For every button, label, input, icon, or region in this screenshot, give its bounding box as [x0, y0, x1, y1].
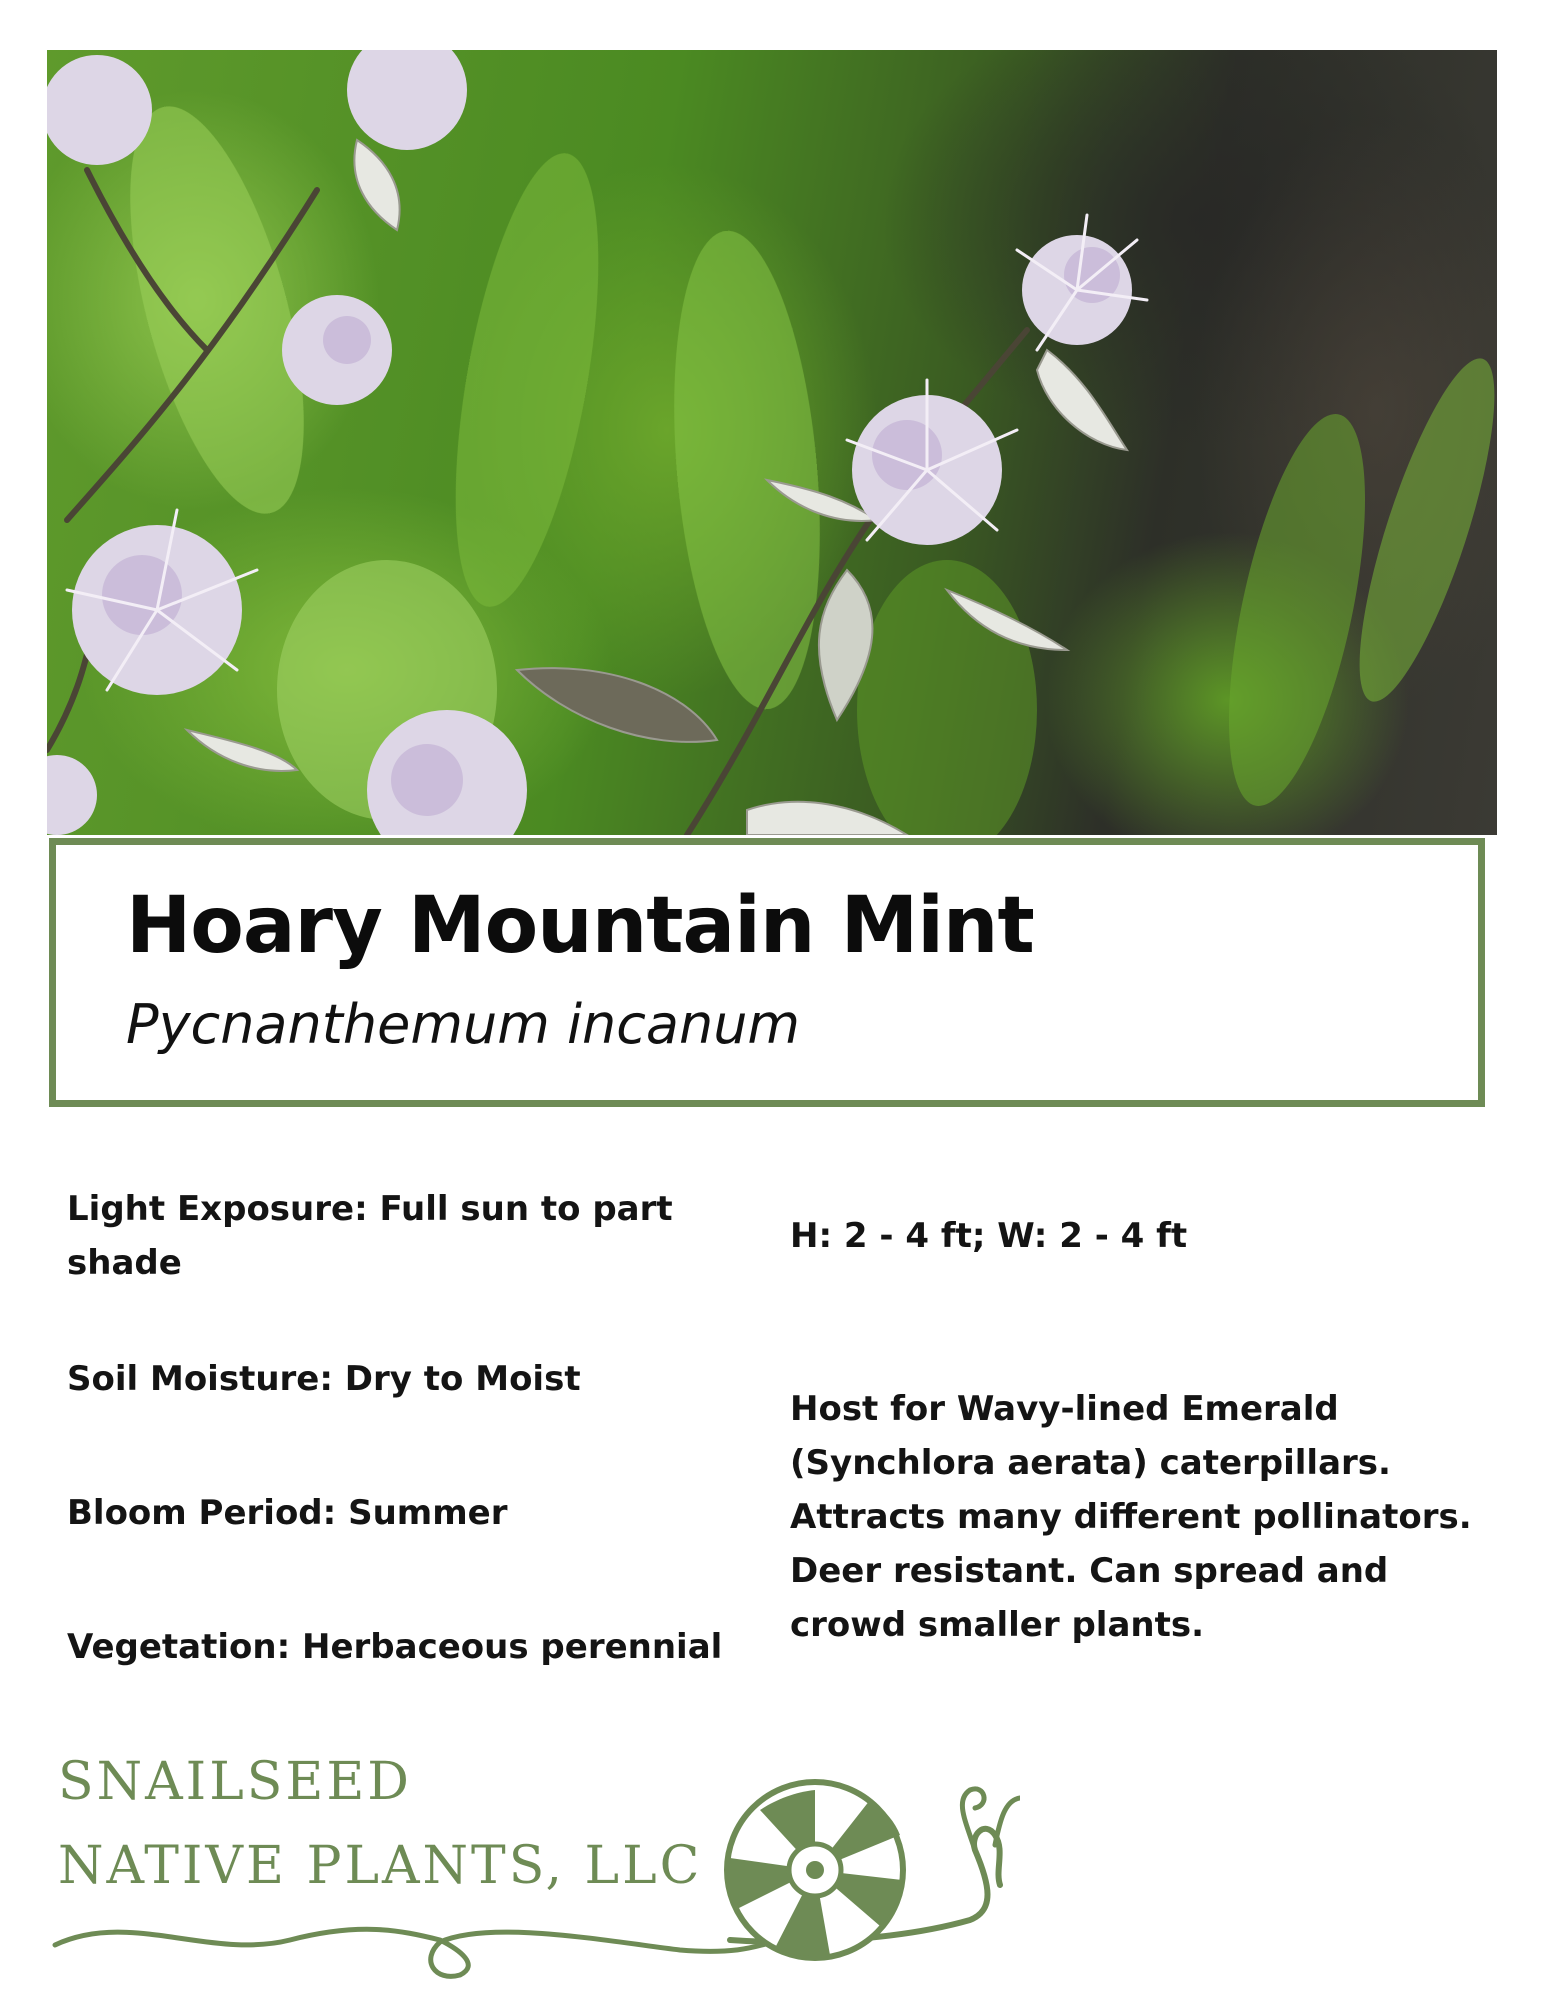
- plant-photo: [47, 50, 1497, 835]
- light-exposure: Light Exposure: Full sun to part shade: [67, 1189, 673, 1283]
- plant-common-name: Hoary Mountain Mint: [126, 881, 1034, 971]
- vegetation-type: Vegetation: Herbaceous perennial: [67, 1627, 723, 1667]
- soil-moisture: Soil Moisture: Dry to Moist: [67, 1359, 581, 1399]
- bloom-period: Bloom Period: Summer: [67, 1493, 508, 1533]
- plant-scientific-name: Pycnanthemum incanum: [126, 993, 801, 1056]
- brand-name-line1: SNAILSEED: [58, 1752, 412, 1812]
- plant-notes: Host for Wavy-lined Emerald (Synchlora aerata) caterpillars. Attracts many different pollinators. Deer resistant. Can spread and crowd smaller plants.: [790, 1389, 1472, 1645]
- title-box: [49, 838, 1485, 1107]
- snail-with-leaf-shell-icon: [40, 1750, 1020, 1980]
- brand-name-line2: NATIVE PLANTS, LLC: [58, 1836, 703, 1896]
- plant-size: H: 2 - 4 ft; W: 2 - 4 ft: [790, 1216, 1188, 1256]
- flower-illustration: [47, 50, 1497, 835]
